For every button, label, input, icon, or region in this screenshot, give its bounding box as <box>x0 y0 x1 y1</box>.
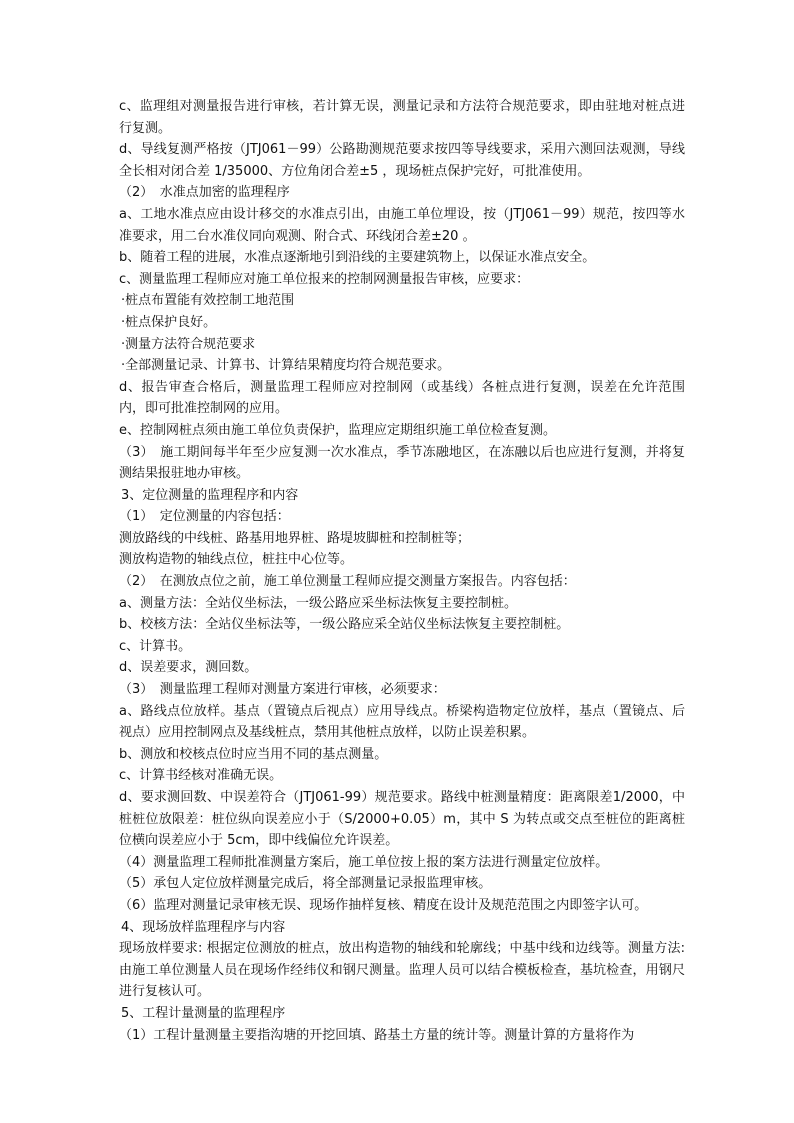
paragraph-5-records: （5）承包人定位放样测量完成后，将全部测量记录报监理审核。 <box>119 876 492 892</box>
paragraph-a-method: a、测量方法：全站仪坐标法，一级公路应采坐标法恢复主要控制桩。 <box>119 595 517 611</box>
paragraph-d-traverse: d、导线复测严格按（JTJ061－99）公路勘测规范要求按四等导线要求，采用六测回法观测，导线全长相对闭合差 1/35000、方位角闭合差±5 ，现场桩点保护完好，可批准使用。 <box>119 142 685 179</box>
paragraph-3-retest: （3） 施工期间每半年至少应复测一次水准点，季节冻融地区，在冻融以后也应进行复测，并将复测结果报驻地办审核。 <box>119 444 685 482</box>
paragraph-4-approval: （4）测量监理工程师批准测量方案后，施工单位按上报的案方法进行测量定位放样。 <box>119 854 609 870</box>
paragraph-6-signoff: （6）监理对测量记录审核无误、现场作抽样复核、精度在设计及规范范围之内即签字认可。 <box>119 897 648 913</box>
paragraph-2-plan: （2） 在测放点位之前，施工单位测量工程师应提交测量方案报告。内容包括： <box>119 574 576 590</box>
paragraph-site-layout: 现场放样要求: 根据定位测放的桩点，放出构造物的轴线和轮廓线；中基中线和边线等。测量方法: 由施工单位测量人员在现场作经纬仪和钢尺测量。监理人员可以结合模板检查，基坑检查，用钢尺进行复核认可。 <box>119 941 685 1000</box>
paragraph-1-quantity: （1）工程计量测量主要指沟塘的开挖回填、路基土方量的统计等。测量计算的方量将作为 <box>119 1027 635 1043</box>
document-body <box>119 96 685 1046</box>
bullet-item: ·桩点布置能有效控制工地范围 <box>121 293 295 309</box>
paragraph-3-review: （3） 测量监理工程师对测量方案进行审核，必须要求： <box>119 682 446 698</box>
paragraph-c-verified: c、计算书经核对准确无误。 <box>119 768 283 784</box>
paragraph-c-control-network: c、测量监理工程师应对施工单位报来的控制网测量报告审核，应要求： <box>119 271 530 287</box>
paragraph-d-report: d、报告审查合格后，测量监理工程师应对控制网（或基线）各桩点进行复测，误差在允许范围内，即可批准控制网的应用。 <box>119 379 685 417</box>
paragraph-d-precision: d、要求测回数、中误差符合（JTJ061-99）规范要求。路线中桩测量精度：距离限差1/2000，中桩桩位放限差：桩位纵向误差应小于（S/2000+0.05）m，其中 S 为转点或交点至桩位的距离桩位横向误差应小于 5cm，即中线偏位允许误差。 <box>119 790 686 849</box>
paragraph-b-benchmark: b、随着工程的进展，水准点逐渐地引到沿线的主要建筑物上，以保证水准点安全。 <box>119 250 596 266</box>
paragraph-b-basepoint: b、测放和校核点位时应当用不同的基点测量。 <box>119 746 388 762</box>
paragraph-a-layout: a、路线点位放样。基点（置镜点后视点）应用导线点。桥梁构造物定位放样，基点（置镜点、后视点）应用控制网点及基线桩点，禁用其他桩点放样，以防止误差积累。 <box>119 703 685 741</box>
section-heading-3: 3、定位测量的监理程序和内容 <box>121 487 299 503</box>
paragraph-a-benchmark: a、工地水准点应由设计移交的水准点引出，由施工单位埋设，按（JTJ061－99）规范，按四等水准要求，用二台水准仪同向观测、附合式、环线闭合差±20 。 <box>119 206 685 244</box>
section-heading-4: 4、现场放样监理程序与内容 <box>121 919 286 935</box>
paragraph-d-error: d、误差要求，测回数。 <box>119 660 258 676</box>
paragraph-c-review: c、监理组对测量报告进行审核，若计算无误，测量记录和方法符合规范要求，即由驻地对桩点进行复测。 <box>119 99 685 136</box>
paragraph-line: 测放路线的中线桩、路基用地界桩、路堤坡脚桩和控制桩等； <box>119 530 471 546</box>
paragraph-e-protection: e、控制网桩点须由施工单位负责保护，监理应定期组织施工单位检查复测。 <box>119 422 556 438</box>
bullet-item: ·全部测量记录、计算书、计算结果精度均符合规范要求。 <box>121 358 451 374</box>
paragraph-c-calc: c、计算书。 <box>119 638 192 654</box>
section-heading-5: 5、工程计量测量的监理程序 <box>121 1005 286 1021</box>
subheading-benchmark: （2） 水准点加密的监理程序 <box>119 185 290 201</box>
paragraph-b-check: b、校核方法：全站仪坐标法等，一级公路应采全站仪坐标法恢复主要控制桩。 <box>119 617 570 633</box>
bullet-item: ·桩点保护良好。 <box>121 314 217 330</box>
paragraph-line: 测放构造物的轴线点位，桩拄中心位等。 <box>119 552 354 568</box>
bullet-item: ·测量方法符合规范要求 <box>121 336 256 352</box>
subheading-positioning: （1） 定位测量的内容包括： <box>119 509 290 525</box>
